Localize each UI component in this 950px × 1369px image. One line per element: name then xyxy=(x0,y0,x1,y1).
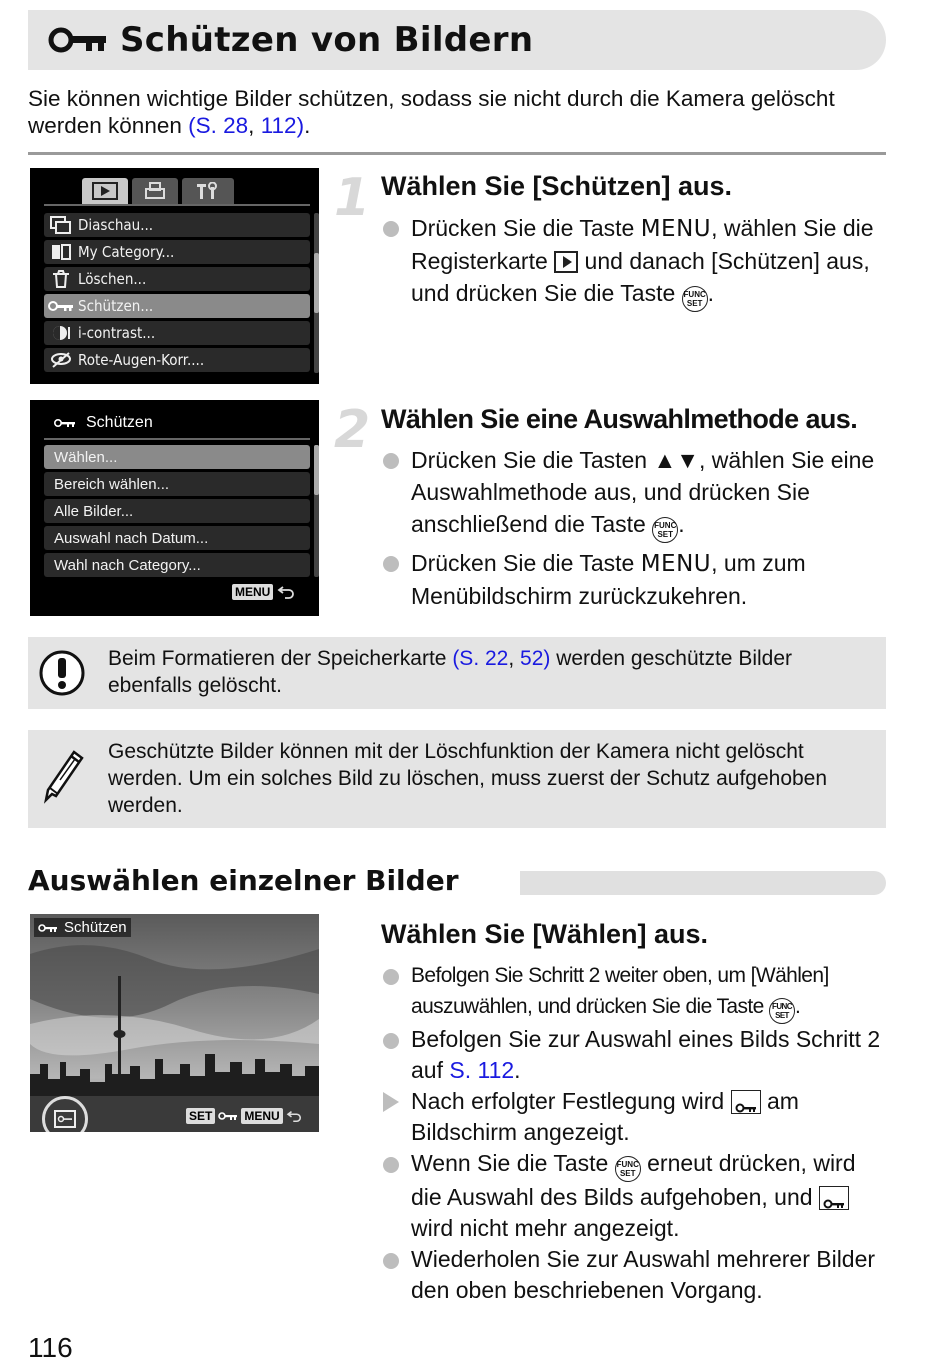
menu-item-label: Diaschau... xyxy=(78,216,154,234)
scrollbar[interactable] xyxy=(314,445,319,577)
step-2-bullet xyxy=(381,547,886,612)
page-number: 116 xyxy=(28,1332,73,1363)
protect-key-icon xyxy=(218,1111,238,1121)
step-2-heading: Wählen Sie eine Auswahlmethode aus. xyxy=(381,404,858,434)
text-part: Beim Formatieren der Speicherkarte xyxy=(108,647,453,670)
step-select-bullet xyxy=(381,1244,886,1306)
ref-close: ) xyxy=(296,113,305,138)
camera-screen-image-select xyxy=(30,914,319,1132)
set-button-label: SET xyxy=(186,1108,215,1124)
text-part: . xyxy=(794,995,801,1018)
protect-key-icon xyxy=(819,1186,849,1210)
text-part: , wählen Sie eine Auswahlmethode aus, und drücken Sie anschließend die Taste xyxy=(411,447,875,537)
ref-sep: , xyxy=(508,647,521,670)
screen-header-label: Schützen xyxy=(86,414,153,431)
caution-note xyxy=(28,637,886,709)
menu-item-select-by-category[interactable]: Wahl nach Category... xyxy=(44,553,310,577)
menu-item-label: Schützen... xyxy=(78,297,154,315)
memo-text: Geschützte Bilder können mit der Löschfunktion der Kamera nicht gelöscht werden. Um ein solches Bild zu löschen, muss zuerst der Schutz aufgehoben werden. xyxy=(108,740,828,817)
caution-text xyxy=(108,645,878,699)
text-part: wird nicht mehr angezeigt. xyxy=(411,1215,680,1241)
tab-playback xyxy=(82,178,128,204)
set-text: SET xyxy=(657,530,674,539)
return-arrow-icon xyxy=(286,1109,304,1123)
text-part: und danach [Schützen] aus, und drücken Sie die Taste xyxy=(411,248,870,306)
ref-52-link[interactable]: 52) xyxy=(520,647,551,670)
menu-button-label: MENU xyxy=(640,551,712,577)
title-bar xyxy=(28,10,886,70)
scrollbar[interactable] xyxy=(314,213,319,373)
return-arrow-icon xyxy=(277,584,297,600)
screen-header xyxy=(54,414,153,432)
menu-item-all-images[interactable]: Alle Bilder... xyxy=(44,499,310,523)
func-text: FUNC xyxy=(683,290,706,299)
menu-item-select-by-date[interactable]: Auswahl nach Datum... xyxy=(44,526,310,550)
protect-key-icon xyxy=(44,300,78,312)
protect-key-icon xyxy=(731,1090,761,1114)
text-part: Befolgen Sie zur Auswahl eines Bilds Schritt 2 auf xyxy=(411,1026,881,1083)
caution-icon xyxy=(38,649,86,697)
text-part: Wiederholen Sie zur Auswahl mehrerer Bilder den oben beschriebenen Vorgang. xyxy=(411,1246,876,1303)
slideshow-icon xyxy=(44,216,78,234)
protect-key-icon xyxy=(48,25,108,55)
text-part: werden geschützte Bilder ebenfalls gelöscht. xyxy=(108,647,793,697)
menu-item-my-category[interactable] xyxy=(44,240,310,264)
screen-footer-hints xyxy=(186,1108,304,1124)
text-part: . xyxy=(514,1057,521,1083)
text-part: am Bildschirm angezeigt. xyxy=(411,1088,799,1145)
menu-item-label: My Category... xyxy=(78,243,175,261)
menu-return-hint xyxy=(232,584,297,600)
protect-key-icon xyxy=(54,418,76,428)
step-1-bullet xyxy=(381,212,881,312)
step-2-bullet xyxy=(381,444,886,543)
func-text: FUNC xyxy=(616,1160,639,1169)
tab-setup xyxy=(182,178,234,204)
playback-icon xyxy=(554,251,578,273)
camera-screen-protect-menu xyxy=(30,400,319,616)
menu-item-label: Rote-Augen-Korr.... xyxy=(78,351,205,369)
protect-key-icon xyxy=(38,923,58,933)
step-select-bullet xyxy=(381,960,886,1024)
text-part: Drücken Sie die Taste xyxy=(411,550,641,576)
camera-screen-playback-menu xyxy=(30,168,319,384)
set-text: SET xyxy=(619,1169,636,1178)
menu-item-label: Löschen... xyxy=(78,270,147,288)
menu-item-protect[interactable] xyxy=(44,294,310,318)
header-underline xyxy=(44,438,310,440)
pencil-icon xyxy=(38,744,90,804)
text-part: Nach erfolgter Festlegung wird xyxy=(411,1088,731,1114)
text-part: Drücken Sie die Taste xyxy=(411,215,641,241)
func-set-button-icon xyxy=(615,1156,641,1182)
menu-item-i-contrast[interactable] xyxy=(44,321,310,345)
menu-button-label: MENU xyxy=(232,584,273,600)
menu-button-label: MENU xyxy=(241,1108,282,1124)
ref-112-link[interactable]: 112 xyxy=(260,113,297,138)
red-eye-icon xyxy=(44,351,78,369)
screen-header-label: Schützen xyxy=(64,919,127,936)
step-select-result xyxy=(381,1086,886,1148)
menu-item-red-eye[interactable] xyxy=(44,348,310,372)
intro-body: Sie können wichtige Bilder schützen, sodass sie nicht durch die Kamera gelöscht werden können xyxy=(28,86,835,138)
ref-28: S. 28 xyxy=(195,113,249,138)
func-text: FUNC xyxy=(654,521,677,530)
ref-22-link[interactable]: (S. 22 xyxy=(452,647,509,670)
step-select-bullet xyxy=(381,1148,886,1244)
section-title-bar xyxy=(520,871,886,895)
menu-button-label: MENU xyxy=(640,216,712,242)
text-part: . xyxy=(707,280,715,306)
screen-header xyxy=(34,918,131,937)
func-set-button-icon xyxy=(682,286,708,312)
step-number-1: 1 xyxy=(334,168,371,228)
menu-item-erase[interactable] xyxy=(44,267,310,291)
memo-note xyxy=(28,730,886,828)
contrast-icon xyxy=(44,324,78,342)
step-2-instructions xyxy=(381,444,886,612)
section-title: Auswählen einzelner Bilder xyxy=(28,864,459,897)
set-text: SET xyxy=(775,1011,789,1020)
func-set-button-icon xyxy=(769,998,795,1024)
step-1-instructions xyxy=(381,212,881,312)
print-tab-icon xyxy=(144,182,166,200)
step-select-heading: Wählen Sie [Wählen] aus. xyxy=(381,919,709,949)
intro-ref-link[interactable] xyxy=(188,113,248,138)
ref-sep: , xyxy=(248,113,261,138)
page-title: Schützen von Bildern xyxy=(120,20,534,60)
text-part: , wählen Sie die Registerkarte xyxy=(411,215,874,274)
up-down-arrow-icons: ▲▼ xyxy=(653,447,700,473)
step-1-heading: Wählen Sie [Schützen] aus. xyxy=(381,171,733,201)
text-part: Wenn Sie die Taste xyxy=(411,1150,615,1176)
step-number-2: 2 xyxy=(334,400,371,460)
func-text: FUNC xyxy=(772,1002,792,1011)
text-part: Befolgen Sie Schritt 2 weiter oben, um [Wählen] auszuwählen, und drücken Sie die Taste xyxy=(411,964,829,1018)
category-icon xyxy=(44,243,78,261)
intro-text: Sie können wichtige Bilder schützen, sodass sie nicht durch die Kamera gelöscht werden können (S. 28, 112). xyxy=(28,86,835,138)
ref-112-link[interactable]: S. 112 xyxy=(449,1057,515,1083)
tab-underline xyxy=(44,204,310,206)
text-part: Drücken Sie die Tasten xyxy=(411,447,654,473)
menu-item-slideshow[interactable] xyxy=(44,213,310,237)
divider xyxy=(28,152,886,155)
play-tab-icon xyxy=(92,182,118,200)
set-text: SET xyxy=(686,299,703,308)
text-part: , um zum Menübildschirm zurückzukehren. xyxy=(411,550,806,609)
setup-tab-icon xyxy=(196,182,220,200)
ref-open: ( xyxy=(188,113,196,138)
erase-icon xyxy=(44,270,78,288)
menu-item-select-range[interactable]: Bereich wählen... xyxy=(44,472,310,496)
menu-item-select[interactable]: Wählen... xyxy=(44,445,310,469)
tab-print xyxy=(132,178,178,204)
func-set-button-icon xyxy=(652,517,678,543)
step-select-instructions xyxy=(381,960,886,1306)
text-part: erneut drücken, wird die Auswahl des Bilds aufgehoben, und xyxy=(411,1150,856,1210)
step-select-bullet xyxy=(381,1024,886,1086)
text-part: . xyxy=(678,511,685,537)
menu-item-label: i-contrast... xyxy=(78,324,156,342)
protect-frame-icon xyxy=(54,1110,76,1128)
